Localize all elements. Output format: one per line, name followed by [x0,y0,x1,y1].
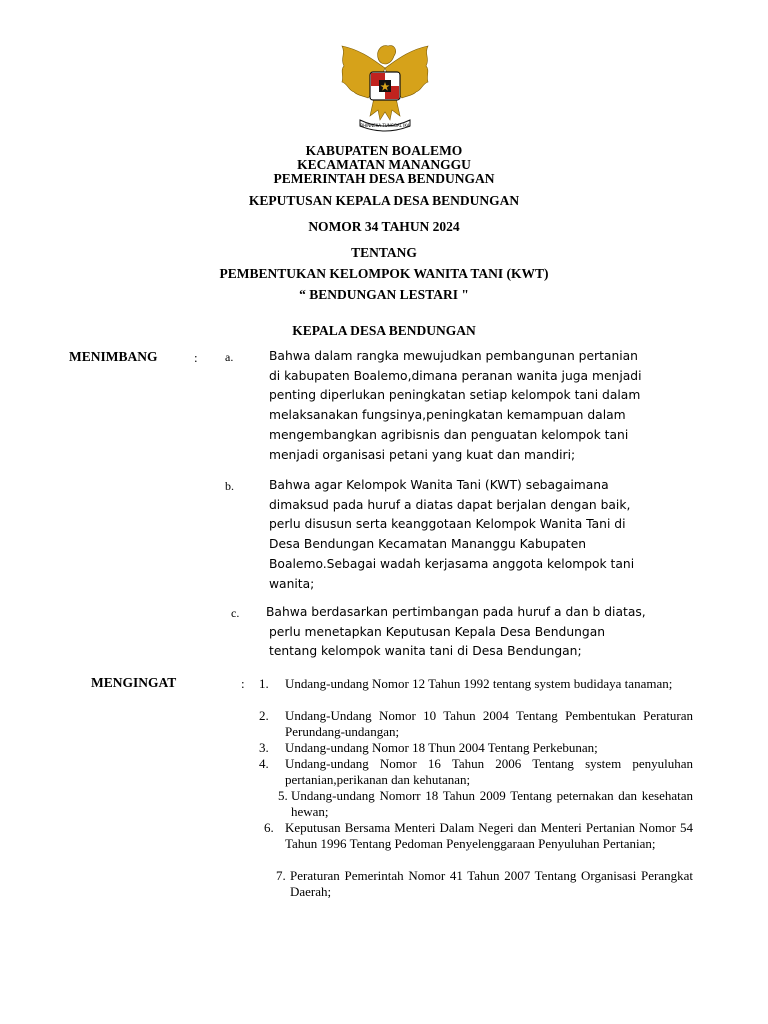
law-item: Undang-undang Nomor 12 Tahun 1992 tentang system budidaya tanaman; [285,676,673,691]
menimbang-item-b-text: Bahwa agar Kelompok Wanita Tani (KWT) sebagaimana dimaksud pada huruf a diatas dapat berjalan dengan baik, perlu disusun serta keanggotaan Kelompok Wanita Tani di Desa Bendungan Kecamatan Mananggu Kabupaten Boalemo.Sebagai wadah kerjasama anggota kelompok tani wanita; [269,478,635,591]
law-item-number: 1. [259,676,269,691]
about-heading: TENTANG [351,245,417,260]
official-title: KEPALA DESA BENDUNGAN [292,323,476,338]
law-item-number: 4. [259,756,269,771]
law-item-number: 7. [276,868,286,883]
law-item-number: 6. [264,820,274,835]
decree-title: KEPUTUSAN KEPALA DESA BENDUNGAN [248,193,520,208]
subject-line-2: “ BENDUNGAN LESTARI " [299,287,469,302]
regency-name: KABUPATEN BOALEMO [305,143,463,158]
menimbang-item-a-mark: a. [225,350,234,364]
menimbang-item-c-mark: c. [231,606,240,620]
law-item: Keputusan Bersama Menteri Dalam Negeri dan Menteri Pertanian Nomor 54 Tahun 1996 Tentang Pedoman Penyelenggaraan Penyuluhan Pertanian; [285,820,693,851]
menimbang-label: MENIMBANG [69,349,158,364]
law-item: Undang-Undang Nomor 10 Tahun 2004 Tentang Pembentukan Peraturan Perundang-undangan; [285,708,693,739]
menimbang-item-c-text: Bahwa berdasarkan pertimbangan pada huruf a dan b diatas, perlu menetapkan Keputusan Kepala Desa Bendungan tentang kelompok wanita tani di Desa Bendungan; [266,605,646,659]
law-item: Undang-undang Nomor 18 Thun 2004 Tentang Perkebunan; [285,740,598,755]
decree-number: NOMOR 34 TAHUN 2024 [308,219,460,234]
law-item: Peraturan Pemerintah Nomor 41 Tahun 2007 Tentang Organisasi Perangkat Daerah; [290,868,693,899]
menimbang-item-b-mark: b. [225,479,234,493]
law-item: Undang-undang Nomorr 18 Tahun 2009 Tentang peternakan dan kesehatan hewan; [291,788,693,819]
law-item-number: 3. [259,740,269,755]
menimbang-colon: : [194,350,198,365]
law-item-number: 5. [278,788,288,803]
mengingat-label: MENGINGAT [91,675,177,690]
village-government-name: PEMERINTAH DESA BENDUNGAN [273,171,495,186]
law-item-number: 2. [259,708,269,723]
menimbang-item-a-text: Bahwa dalam rangka mewujudkan pembangunan pertanian di kabupaten Boalemo,dimana peranan wanita juga menjadi penting diperlukan peningkatan setiap kelompok tani dalam melaksanakan fungsinya,peningkatan kemampuan dalam mengembangkan agribisnis dan penguatan kelompok tani menjadi organisasi petani yang kuat dan mandiri; [269,349,642,462]
mengingat-colon: : [241,676,245,691]
district-name: KECAMATAN MANANGGU [297,157,471,172]
subject-line-1: PEMBENTUKAN KELOMPOK WANITA TANI (KWT) [219,266,549,281]
garuda-pancasila-emblem-icon [336,40,434,134]
law-item: Undang-undang Nomor 16 Tahun 2006 Tentang system penyuluhan pertanian,perikanan dan kehutanan; [285,756,693,787]
emblem-motto: BHINNEKA TUNGGAL IKA [360,123,410,128]
